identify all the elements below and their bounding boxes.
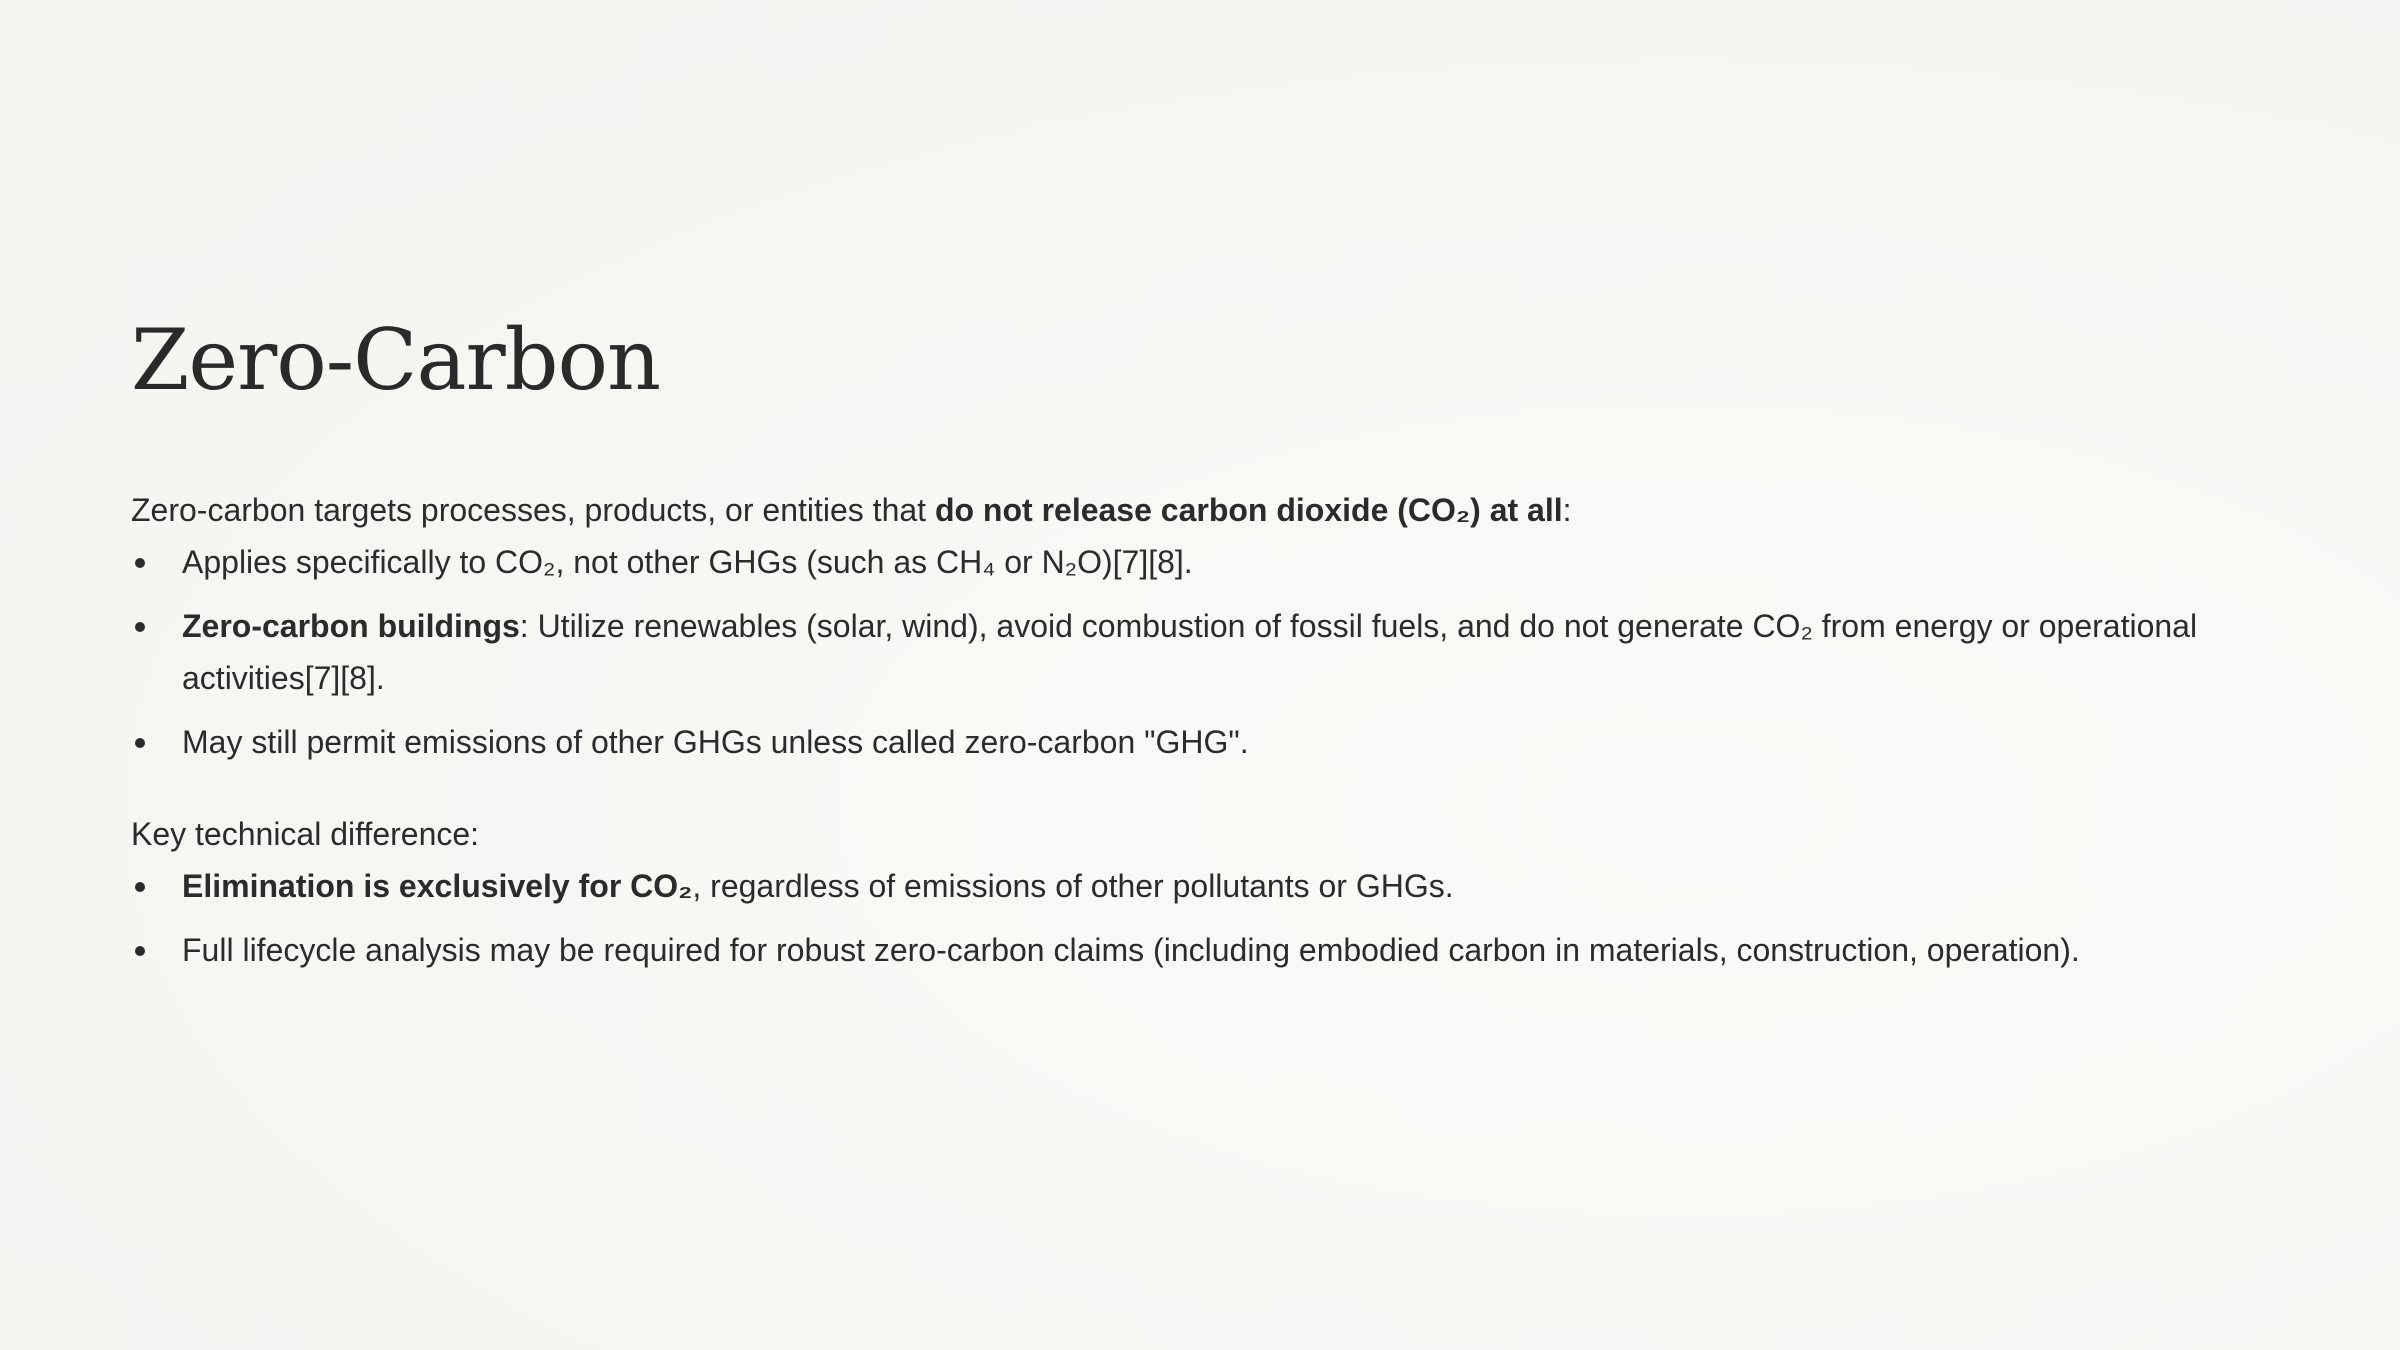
bullet-text: Applies specifically to CO₂, not other GHGs (such as CH₄ or N₂O)[7][8]. xyxy=(182,544,1193,580)
bullet-dot-icon xyxy=(135,622,145,632)
bullet-item xyxy=(131,924,2271,976)
bullet-list-zero-carbon xyxy=(131,536,2271,768)
bullet-text: , regardless of emissions of other pollutants or GHGs. xyxy=(692,868,1454,904)
bullet-item xyxy=(131,600,2271,704)
bullet-bold-text: Zero-carbon buildings xyxy=(182,608,520,644)
intro-colon: : xyxy=(1562,492,1572,528)
slide-content xyxy=(131,300,2271,988)
bullet-text: : Utilize renewables (solar, wind), avoid combustion of fossil fuels, and do not generate CO₂ from energy or operational activities[7][8]. xyxy=(182,608,2198,696)
bullet-dot-icon xyxy=(135,882,145,892)
key-difference-label: Key technical difference: xyxy=(131,816,480,852)
bullet-list-key-difference xyxy=(131,860,2271,976)
slide-title: Zero-Carbon xyxy=(131,311,661,409)
bullet-item xyxy=(131,536,2271,588)
bullet-bold-text: Elimination is exclusively for CO₂ xyxy=(182,868,693,904)
intro-bold-text: do not release carbon dioxide (CO₂) at all xyxy=(934,492,1563,528)
bullet-dot-icon xyxy=(135,738,145,748)
bullet-text: May still permit emissions of other GHGs unless called zero-carbon "GHG". xyxy=(182,724,1249,760)
intro-paragraph xyxy=(131,484,2271,536)
bullet-item xyxy=(131,716,2271,768)
bullet-dot-icon xyxy=(135,558,145,568)
bullet-dot-icon xyxy=(135,946,145,956)
bullet-text: Full lifecycle analysis may be required for robust zero-carbon claims (including embodied carbon in materials, construction, operation). xyxy=(182,932,2080,968)
intro-text: Zero-carbon targets processes, products, or entities that xyxy=(131,492,935,528)
bullet-item xyxy=(131,860,2271,912)
